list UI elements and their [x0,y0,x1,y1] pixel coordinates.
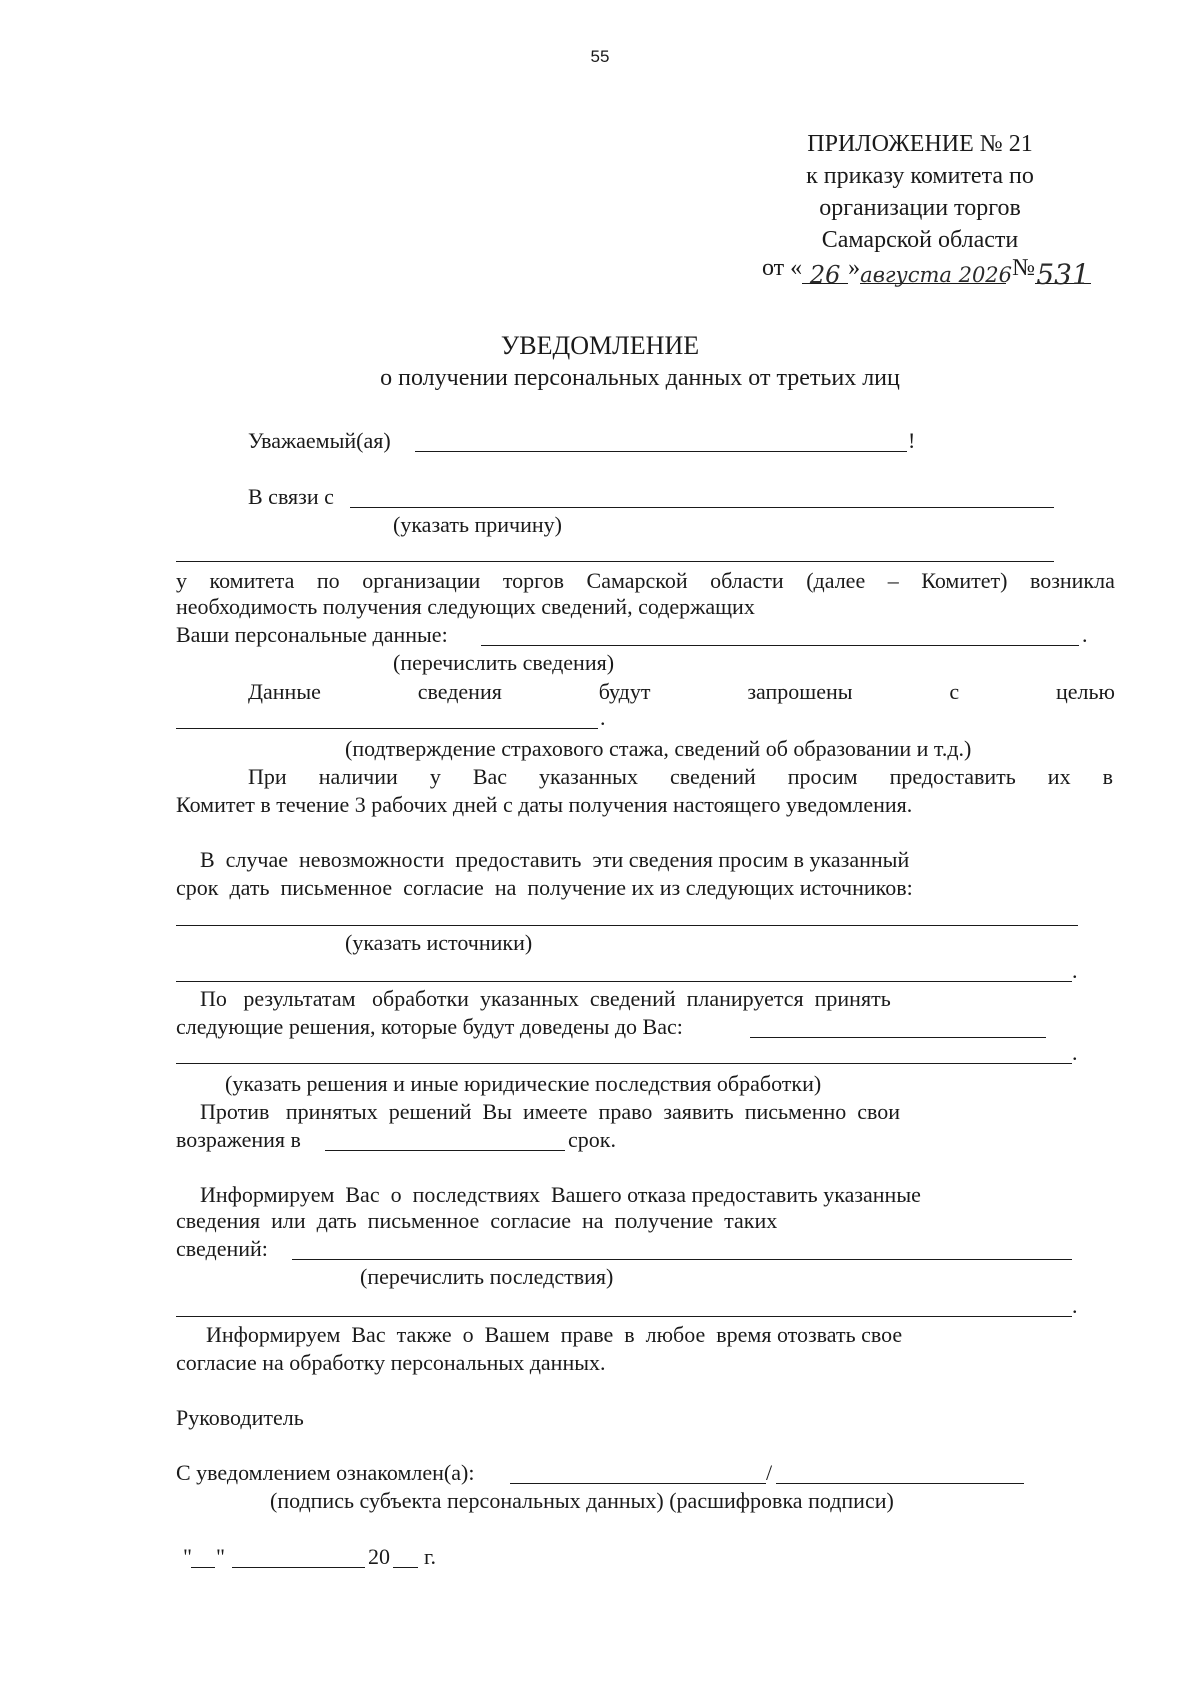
date-year-line [393,1567,418,1568]
appendix-line-order: к приказу комитета по [806,163,1034,189]
personal-data-line [481,645,1079,646]
reason-line-2 [176,561,1054,562]
para6-line1: Против принятых решений Вы имеете право заявить письменно свои [200,1099,901,1124]
para2-period: . [600,705,606,730]
date-year-prefix: 20 [368,1544,390,1569]
purpose-line [176,728,598,729]
ack-label: С уведомлением ознакомлен(а): [176,1460,475,1485]
para3-line2: Комитет в течение 3 рабочих дней с даты получения настоящего уведомления. [176,792,913,817]
consequences-line [292,1259,1072,1260]
sources-line-2 [176,981,1072,982]
date-open-quote: " [183,1544,192,1569]
para1-period: . [1082,622,1088,647]
reason-line [350,507,1054,508]
para7-line1: Информируем Вас о последствиях Вашего отказа предоставить указанные [200,1182,921,1207]
decisions-line-2 [176,1063,1072,1064]
signature-line [510,1483,766,1484]
para1-line1: у комитета по организации торгов Самарской области (далее – Комитет) возникла [176,568,1115,593]
para7-hint: (перечислить последствия) [360,1264,614,1289]
reason-hint: (указать причину) [393,512,562,537]
date-day-line [191,1567,215,1568]
date-prefix: от « [762,255,803,281]
handwritten-month-year: августа 2026 [860,259,1006,284]
para1-line3-label: Ваши персональные данные: [176,622,448,647]
greeting-label: Уважаемый(ая) [248,428,391,453]
reason-label: В связи с [248,484,334,509]
para1-line2: необходимость получения следующих сведений, содержащих [176,594,755,619]
date-year-suffix: г. [424,1544,437,1569]
para5-period: . [1072,1040,1078,1065]
para2-hint: (подтверждение страхового стажа, сведений об образовании и т.д.) [345,736,972,761]
para6-line2-end: срок. [568,1127,616,1152]
para5-line2: следующие решения, которые будут доведены до Вас: [176,1014,683,1039]
consequences-line-2 [176,1316,1072,1317]
para3-line1: При наличии у Вас указанных сведений просим предоставить их в [248,764,1113,789]
para8-line1: Информируем Вас также о Вашем праве в любое время отозвать свое [206,1322,903,1347]
recipient-name-line [415,451,907,452]
date-day-close: » [848,255,861,281]
para2-line1: Данные сведения будут запрошены с целью [248,679,1115,704]
para1-hint: (перечислить сведения) [393,650,615,675]
para5-line1: По результатам обработки указанных сведений планируется принять [200,986,891,1011]
handwritten-day: 26 [802,259,848,284]
appendix-date-line [762,252,1091,291]
appendix-line-region: Самарской области [821,227,1019,253]
decisions-line [750,1037,1046,1038]
para5-hint: (указать решения и иные юридические последствия обработки) [225,1071,822,1096]
page-number: 55 [590,47,610,66]
ack-slash: / [766,1460,773,1485]
para7-period: . [1072,1293,1078,1318]
document-title: УВЕДОМЛЕНИЕ [500,331,700,360]
document-subtitle: о получении персональных данных от третьих лиц [380,365,900,391]
date-month-line [232,1567,365,1568]
number-sign: № [1012,255,1036,281]
appendix-line-org: организации торгов [819,195,1021,221]
appendix-number: ПРИЛОЖЕНИЕ № 21 [807,131,1033,157]
para6-line2-label: возражения в [176,1127,301,1152]
para7-line3-label: сведений: [176,1236,268,1261]
para4-period: . [1072,958,1078,983]
objection-term-line [325,1150,565,1151]
para8-line2: согласие на обработку персональных данных. [176,1350,606,1375]
para4-line1: В случае невозможности предоставить эти сведения просим в указанный [200,847,910,872]
ack-hint: (подпись субъекта персональных данных) (расшифровка подписи) [270,1488,894,1513]
para4-hint: (указать источники) [345,930,533,955]
date-close-quote: " [216,1544,225,1569]
handwritten-number: 531 [1036,258,1090,291]
para7-line2: сведения или дать письменное согласие на получение таких [176,1208,778,1233]
head-label: Руководитель [176,1405,304,1430]
sources-line [176,925,1078,926]
greeting-exclamation: ! [908,428,916,453]
para4-line2: срок дать письменное согласие на получение их из следующих источников: [176,875,913,900]
signature-decoding-line [776,1483,1024,1484]
